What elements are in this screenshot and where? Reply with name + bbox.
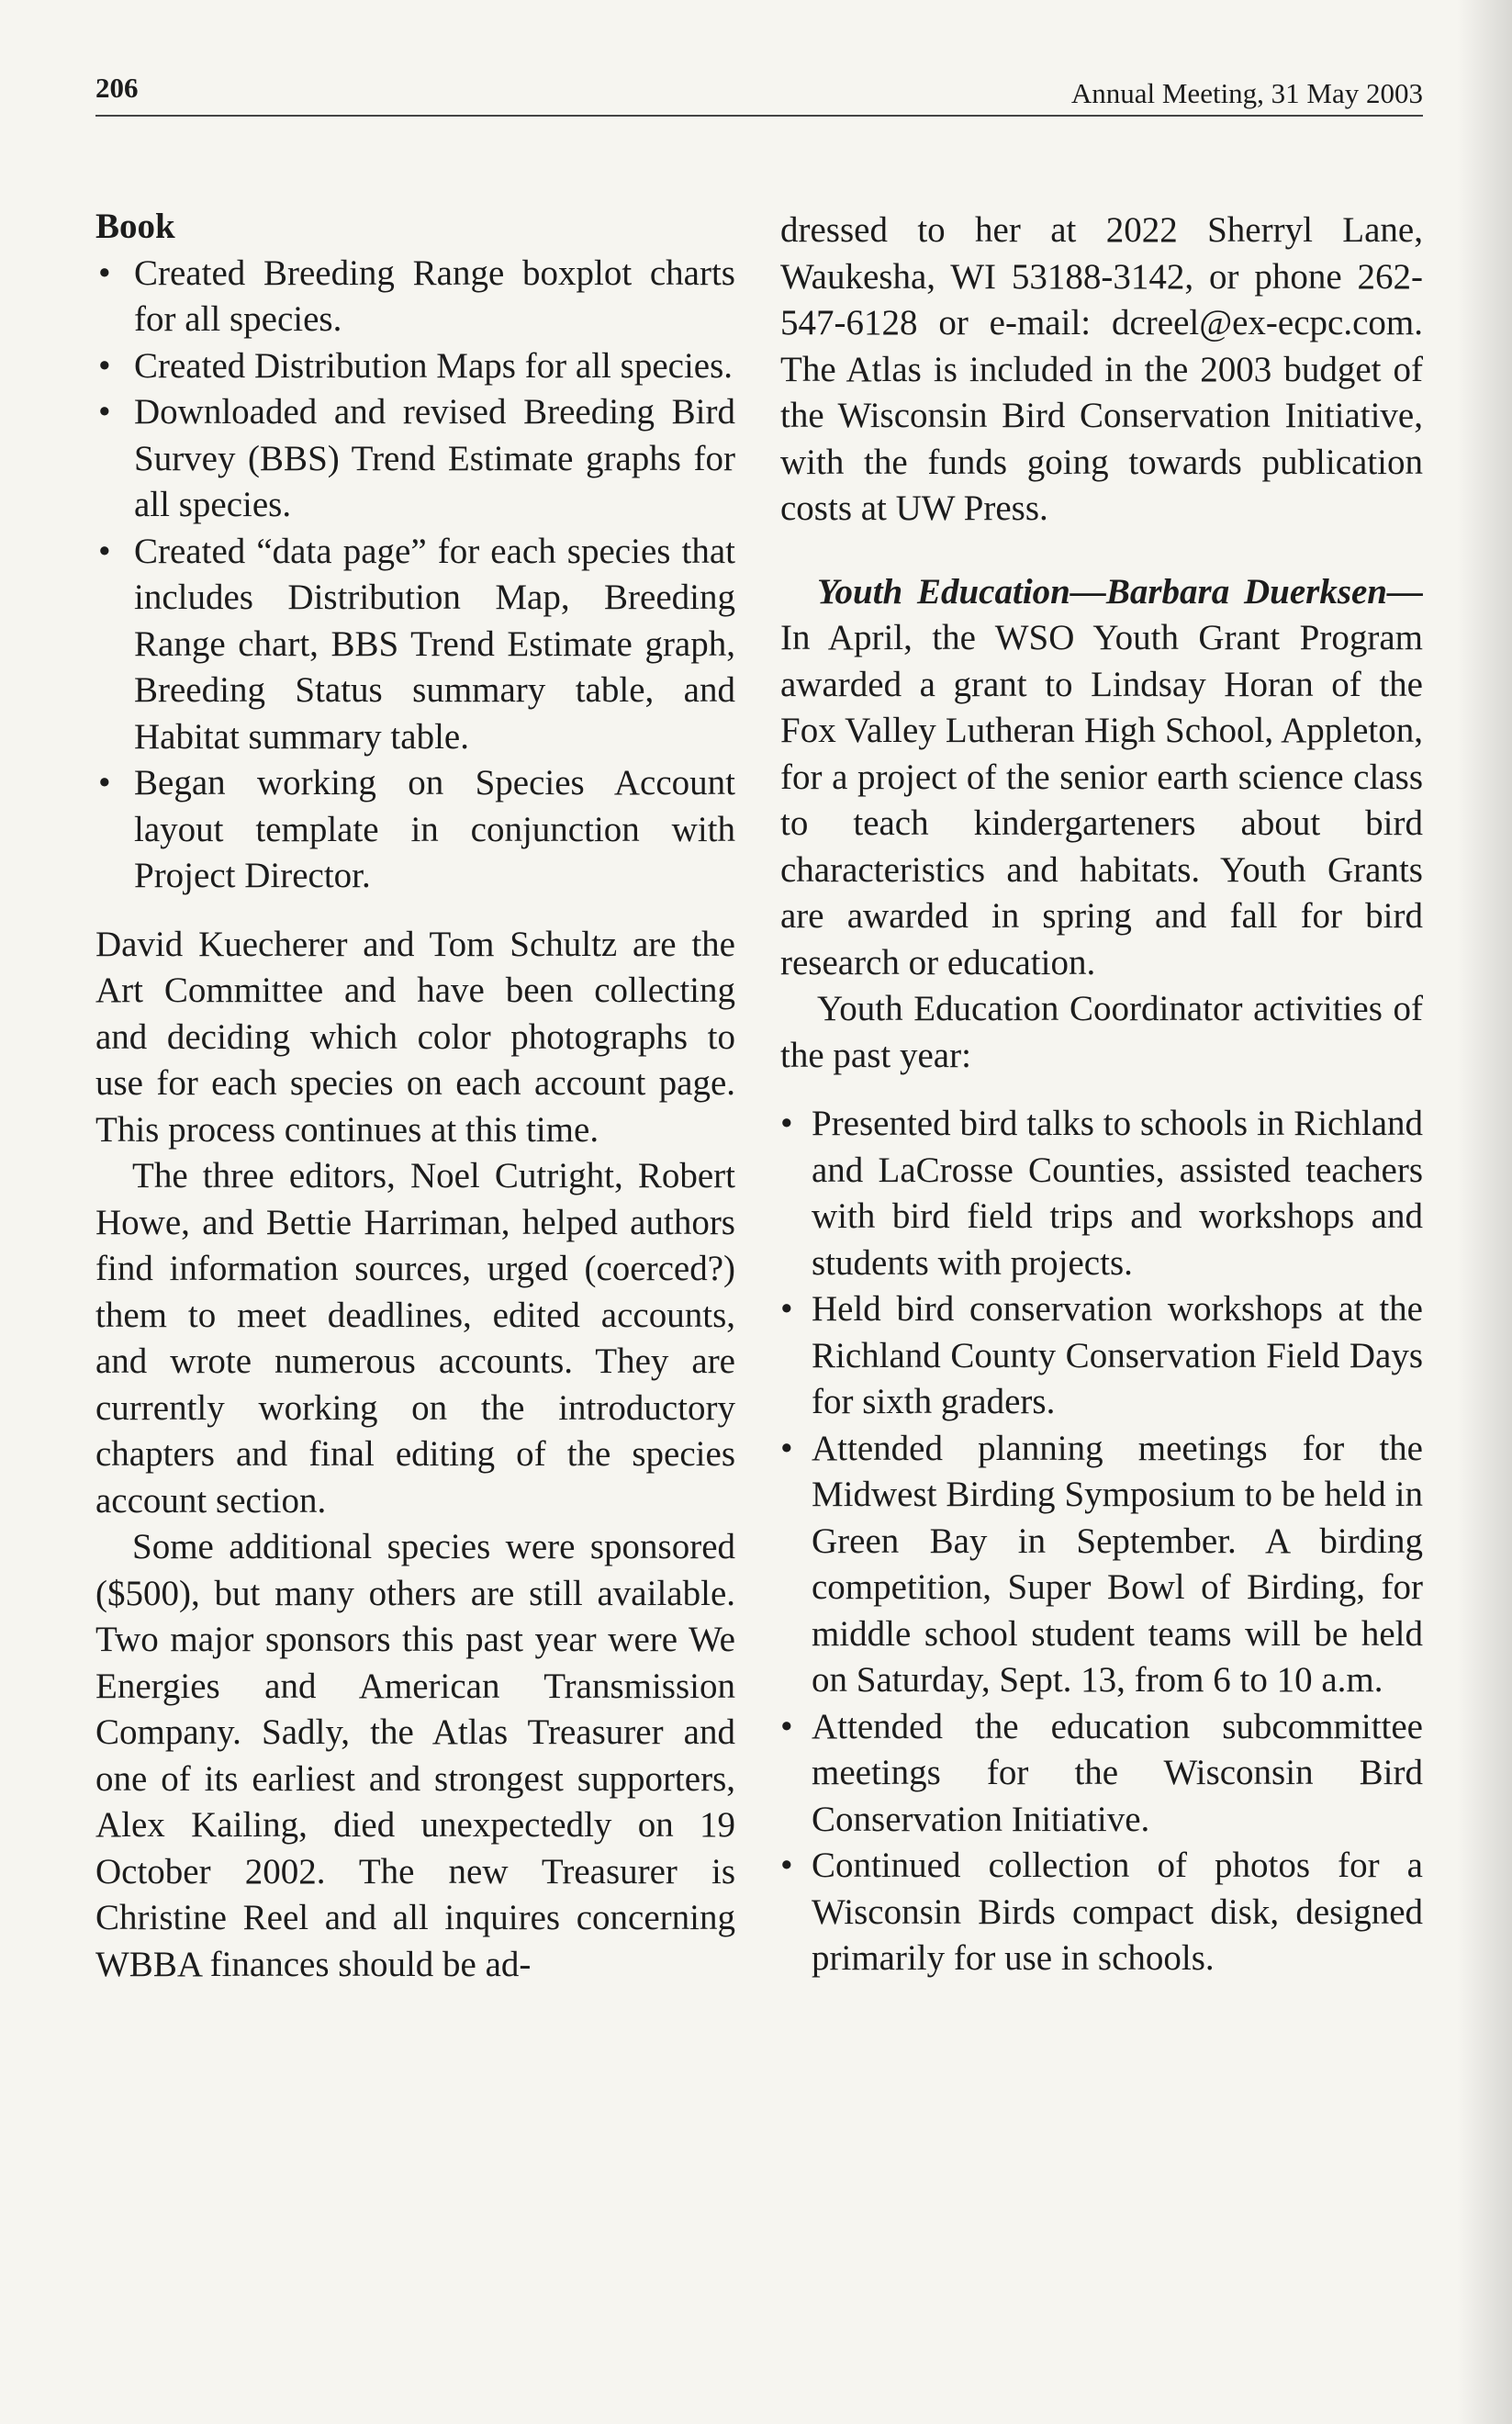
page-edge-shadow (1457, 0, 1512, 2424)
youth-education-intro: In April, the WSO Youth Grant Program awarded a grant to Lindsay Horan of the Fox Valley Lutheran High School, Appleton, for a project of the senior earth science class to teach kindergarteners about bird characteristics and habitats. Youth Grants are awarded in spring and fall for bird research or education. (780, 618, 1423, 982)
page-number: 206 (95, 72, 139, 104)
paragraph-art-committee: David Kuecherer and Tom Schultz are the Art Committee and have been collecting and deciding which color photographs to use for each species on each account page. This process continues at this time. (95, 924, 735, 1150)
book-task-list (95, 251, 735, 900)
right-column (780, 208, 1423, 1982)
section-heading-book: Book (95, 207, 175, 246)
list-item: • Held bird conservation workshops at the Richland County Conservation Field Days for sixth graders. (780, 1286, 1423, 1426)
activities-list (780, 1101, 1423, 1982)
list-item: • Created Distribution Maps for all species. (95, 343, 735, 390)
paragraph-youth-education (780, 569, 1423, 987)
list-item: • Created “data page” for each species that includes Distribution Map, Breeding Range chart, BBS Trend Estimate graph, Breeding Status summary table, and Habitat summary table. (95, 529, 735, 761)
section-title-youth-education: Youth Education—Barbara Duerksen— (817, 571, 1423, 612)
list-item: • Attended the education subcommittee meetings for the Wisconsin Bird Conservation Initiative. (780, 1704, 1423, 1844)
list-item: • Created Breeding Range boxplot charts for all species. (95, 251, 735, 343)
paragraph-continuation: dressed to her at 2022 Sherryl Lane, Waukesha, WI 53188-3142, or phone 262-547-6128 or e-mail: dcreel@ex-ecpc.com. The Atlas is included in the 2003 budget of the Wisconsin Bird Conservation Initiative, with the funds going towards publication costs at UW Press. (780, 210, 1423, 528)
header-rule (95, 115, 1423, 117)
page-header (95, 72, 1423, 116)
paragraph-activities-intro: Youth Education Coordinator activities of the past year: (780, 989, 1423, 1075)
list-item: • Began working on Species Account layout template in conjunction with Project Director. (95, 760, 735, 900)
list-item: • Presented bird talks to schools in Richland and LaCrosse Counties, assisted teachers with bird field trips and workshops and students with projects. (780, 1101, 1423, 1286)
list-item: • Attended planning meetings for the Midwest Birding Symposium to be held in Green Bay in September. A birding competition, Super Bowl of Birding, for middle school student teams will be held on Saturday, Sept. 13, from 6 to 10 a.m. (780, 1426, 1423, 1704)
paragraph-editors: The three editors, Noel Cutright, Robert Howe, and Bettie Harriman, helped authors find information sources, urged (coerced?) them to meet deadlines, edited accounts, and wrote numerous accounts. They are currently working on the introductory chapters and final editing of the species account section. (95, 1156, 735, 1521)
list-item: • Continued collection of photos for a Wisconsin Birds compact disk, designed primarily for use in schools. (780, 1843, 1423, 1982)
left-column (95, 204, 735, 1988)
running-head: Annual Meeting, 31 May 2003 (1070, 77, 1423, 109)
paragraph-sponsors: Some additional species were sponsored ($500), but many others are still available. Two major sponsors this past year were We Energies and American Transmission Company. Sadly, the Atlas Treasurer and one of its earliest and strongest supporters, Alex Kailing, died unexpectedly on 19 October 2002. The new Treasurer is Christine Reel and all inquires concerning WBBA finances should be ad- (95, 1527, 735, 1984)
list-item: • Downloaded and revised Breeding Bird Survey (BBS) Trend Estimate graphs for all species. (95, 389, 735, 529)
